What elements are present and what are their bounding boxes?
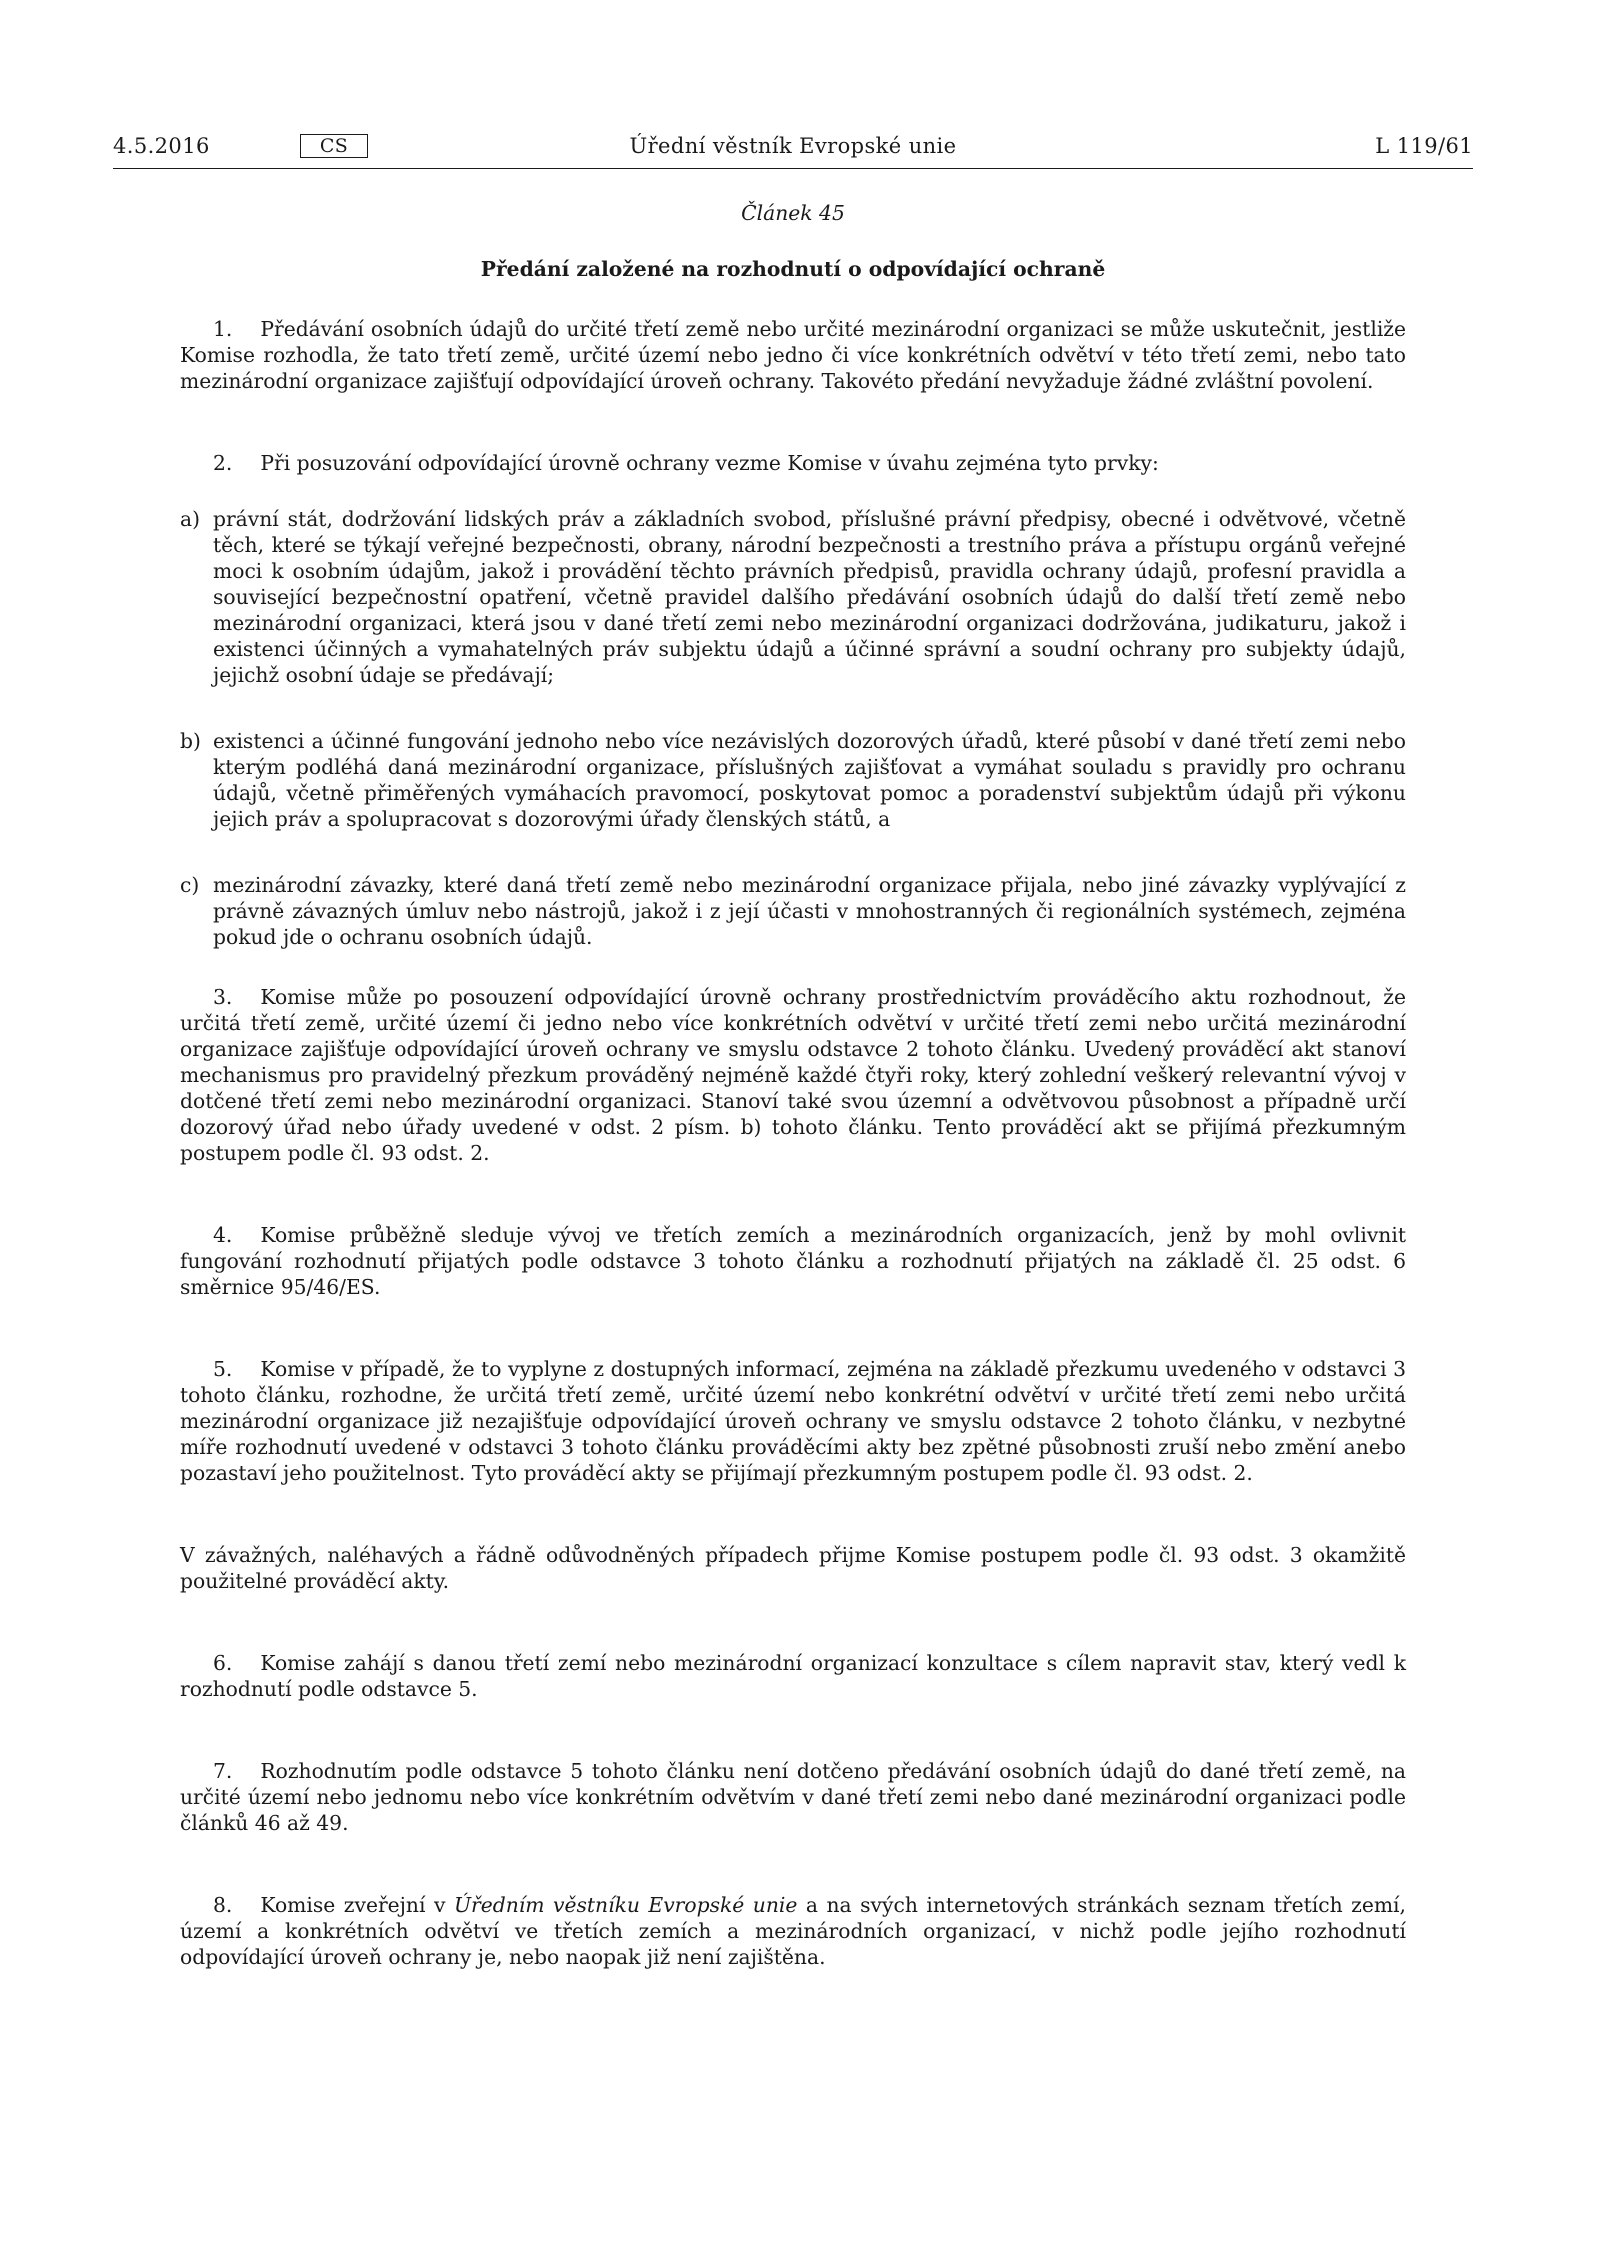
- list-item-text: existenci a účinné fungování jednoho nebo více nezávislých dozorových úřadů, které působí v dané třetí zemi nebo kterým podléhá daná mezinárodní organizace, příslušných zajišťovat a vymáhat souladu s pravidly pro ochranu údajů, včetně přiměřených vymáhacích pravomocí, poskytovat pomoc a poradenství subjektům údajů při výkonu jejich práv a spolupracovat s dozorovými úřady členských států, a: [213, 729, 1406, 831]
- list-item-label: a): [180, 507, 201, 531]
- paragraph-1: [180, 316, 1406, 394]
- list-item-text: právní stát, dodržování lidských práv a základních svobod, příslušné právní předpisy, obecné i odvětvové, včetně těch, které se týkají veřejné bezpečnosti, obrany, národní bezpečnosti a trestního práva a přístupu orgánů veřejné moci k osobním údajům, jakož i provádění těchto právních předpisů, pravidla ochrany údajů, profesní pravidla a související bezpečnostní opatření, včetně pravidel dalšího předávání osobních údajů do další třetí země nebo mezinárodní organizaci, která jsou v dané třetí zemi nebo mezinárodní organizaci dodržována, judikaturu, jakož i existenci účinných a vymahatelných práv subjektu údajů a účinné správní a soudní ochrany pro subjekty údajů, jejichž osobní údaje se předávají;: [213, 507, 1406, 687]
- paragraph-number: 1.: [213, 317, 233, 341]
- paragraph-7: [180, 1758, 1406, 1836]
- journal-title: Úřední věstník Evropské unie: [629, 134, 957, 158]
- paragraph-4: [180, 1222, 1406, 1300]
- paragraph-text: Komise může po posouzení odpovídající úrovně ochrany prostřednictvím prováděcího aktu rozhodnout, že určitá třetí země, určité území či jedno nebo více konkrétních odvětví v určité třetí zemi nebo určitá mezinárodní organizace zajišťuje odpovídající úroveň ochrany ve smyslu odstavce 2 tohoto článku. Uvedený prováděcí akt stanoví mechanismus pro pravidelný přezkum prováděný nejméně každé čtyři roky, který zohlední veškerý relevantní vývoj v dotčené třetí zemi nebo mezinárodní organizaci. Stanoví také svou územní a odvětvovou působnost a případně určí dozorový úřad nebo úřady uvedené v odst. 2 písm. b) tohoto článku. Tento prováděcí akt se přijímá přezkumným postupem podle čl. 93 odst. 2.: [180, 985, 1406, 1165]
- paragraph-text-lead: Komise zveřejní v: [260, 1893, 454, 1917]
- paragraph-number: 3.: [213, 985, 233, 1009]
- paragraph-text: Předávání osobních údajů do určité třetí země nebo určité mezinárodní organizaci se může uskutečnit, jestliže Komise rozhodla, že tato třetí země, určité území nebo jedno či více konkrétních odvětví v této třetí zemi, nebo tato mezinárodní organizace zajišťují odpovídající úroveň ochrany. Takovéto předání nevyžaduje žádné zvláštní povolení.: [180, 317, 1406, 393]
- paragraph-5: [180, 1356, 1406, 1486]
- paragraph-text: Rozhodnutím podle odstavce 5 tohoto článku není dotčeno předávání osobních údajů do dané třetí země, na určité území nebo jednomu nebo více konkrétním odvětvím v dané třetí zemi nebo dané mezinárodní organizaci podle článků 46 až 49.: [180, 1759, 1406, 1835]
- language-code-box: CS: [300, 134, 368, 158]
- journal-reference: Úředním věstníku Evropské unie: [453, 1893, 798, 1917]
- paragraph-8: [180, 1892, 1406, 1970]
- article-body: [180, 196, 1406, 1970]
- paragraph-text: Komise zahájí s danou třetí zemí nebo mezinárodní organizací konzultace s cílem napravit stav, který vedl k rozhodnutí podle odstavce 5.: [180, 1651, 1406, 1701]
- paragraph-text: Komise průběžně sleduje vývoj ve třetích zemích a mezinárodních organizacích, jenž by mohl ovlivnit fungování rozhodnutí přijatých podle odstavce 3 tohoto článku a rozhodnutí přijatých na základě čl. 25 odst. 6 směrnice 95/46/ES.: [180, 1223, 1406, 1299]
- paragraph-text: Při posuzování odpovídající úrovně ochrany vezme Komise v úvahu zejména tyto prvky:: [260, 451, 1159, 475]
- paragraph-number: 8.: [213, 1893, 233, 1917]
- paragraph-3: [180, 984, 1406, 1166]
- article-title: Předání založené na rozhodnutí o odpovídající ochraně: [480, 257, 1106, 281]
- list-item-b: [180, 728, 1406, 832]
- publication-date: 4.5.2016: [113, 134, 210, 158]
- list-item-c: [180, 872, 1406, 950]
- paragraph-2: [180, 450, 1406, 476]
- paragraph-number: 6.: [213, 1651, 233, 1675]
- page-header: [113, 130, 1473, 166]
- list-item-text: mezinárodní závazky, které daná třetí země nebo mezinárodní organizace přijala, nebo jiné závazky vyplývající z právně závazných úmluv nebo nástrojů, jakož i z její účasti v mnohostranných či regionálních systémech, zejména pokud jde o ochranu osobních údajů.: [213, 873, 1406, 949]
- list-item-a: [180, 506, 1406, 688]
- list-item-label: c): [180, 873, 200, 897]
- paragraph-5-subparagraph: V závažných, naléhavých a řádně odůvodněných případech přijme Komise postupem podle čl. 93 odst. 3 okamžitě použitelné prováděcí akty.: [180, 1543, 1406, 1593]
- paragraph-number: 4.: [213, 1223, 233, 1247]
- list-item-label: b): [180, 729, 201, 753]
- paragraph-text: Komise v případě, že to vyplyne z dostupných informací, zejména na základě přezkumu uvedeného v odstavci 3 tohoto článku, rozhodne, že určitá třetí země, určité území nebo konkrétní odvětví v určité třetí zemi nebo určitá mezinárodní organizace již nezajišťuje odpovídající úroveň ochrany ve smyslu odstavce 2 tohoto článku, v nezbytné míře rozhodnutí uvedené v odstavci 3 tohoto článku prováděcími akty bez zpětné působnosti zruší nebo změní anebo pozastaví jeho použitelnost. Tyto prováděcí akty se přijímají přezkumným postupem podle čl. 93 odst. 2.: [180, 1357, 1406, 1485]
- header-divider: [113, 168, 1473, 169]
- paragraph-number: 5.: [213, 1357, 233, 1381]
- article-label: Článek 45: [741, 201, 845, 225]
- paragraph-text-tail: a na svých internetových stránkách seznam třetích zemí, území a konkrétních odvětví ve třetích zemích a mezinárodních organizací, v nichž podle jejího rozhodnutí odpovídající úroveň ochrany je, nebo naopak již není zajištěna.: [180, 1893, 1406, 1969]
- page-reference: L 119/61: [1375, 134, 1473, 158]
- paragraph-number: 7.: [213, 1759, 233, 1783]
- paragraph-6: [180, 1650, 1406, 1702]
- paragraph-number: 2.: [213, 451, 233, 475]
